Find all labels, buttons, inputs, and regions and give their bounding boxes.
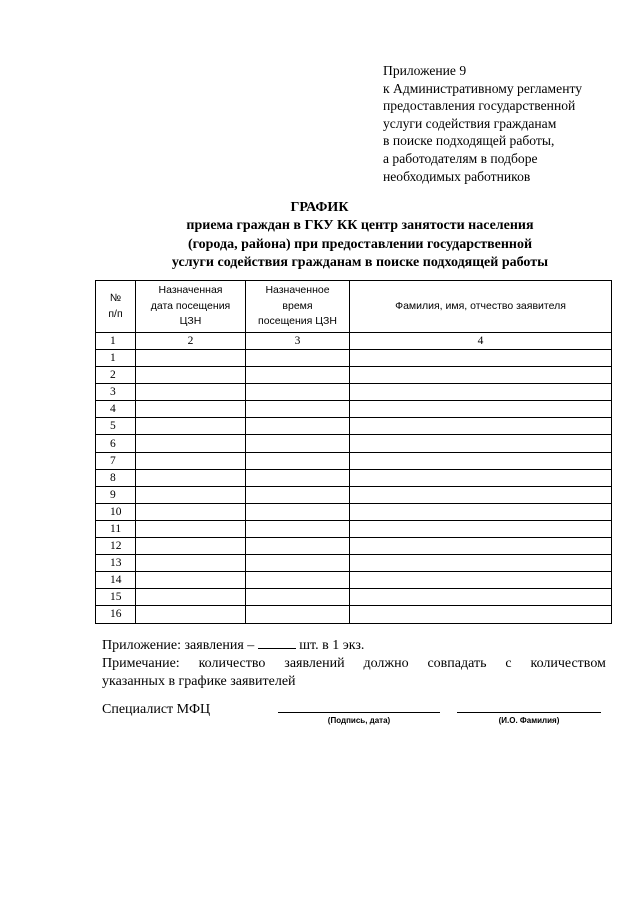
date-cell [136,469,246,486]
fullname-cell [350,350,612,367]
row-number-cell: 12 [96,538,136,555]
header-fullname [350,281,612,333]
appendix-line: в поиске подходящей работы, [383,133,555,149]
schedule-table [95,280,612,624]
appendix-line: предоставления государственной [383,98,576,114]
table-row [96,606,612,623]
date-cell [136,486,246,503]
header-line: дата посещения [150,299,231,312]
signature-line [278,712,440,713]
fullname-cell [350,555,612,572]
row-number-cell: 11 [96,520,136,537]
fullname-cell [350,384,612,401]
row-number-cell: 5 [96,418,136,435]
time-cell [246,452,350,469]
header-time [246,281,350,333]
header-line: № [109,292,122,304]
fullname-cell [350,503,612,520]
header-line: посещения ЦЗН [258,315,337,328]
time-cell [246,367,350,384]
date-cell [136,503,246,520]
date-cell [136,606,246,623]
table-row [96,435,612,452]
table-row [96,452,612,469]
subtitle-line: (города, района) при предоставлении государственной [187,236,533,252]
fullname-cell [350,520,612,537]
fullname-cell [350,452,612,469]
row-number-cell: 13 [96,555,136,572]
time-cell [246,350,350,367]
note-line-1 [102,655,606,673]
time-cell [246,572,350,589]
table-row [96,572,612,589]
table-row [96,538,612,555]
time-cell [246,606,350,623]
appendix-block [383,62,633,185]
time-cell [246,555,350,572]
date-cell [136,384,246,401]
table-row [96,384,612,401]
note-word: совпадать [427,656,487,671]
date-cell [136,350,246,367]
table-row [96,418,612,435]
header-line: ЦЗН [179,315,202,328]
name-line [457,712,601,713]
date-cell [136,538,246,555]
date-cell [136,520,246,537]
header-date [136,281,246,333]
fullname-cell [350,538,612,555]
time-cell [246,538,350,555]
date-cell [136,589,246,606]
time-cell [246,401,350,418]
date-cell [136,367,246,384]
row-number-cell: 15 [96,589,136,606]
table-row [96,367,612,384]
row-number-cell: 3 [96,384,136,401]
table-row [96,350,612,367]
fullname-cell [350,589,612,606]
column-number: 2 [136,333,246,350]
date-cell [136,435,246,452]
name-caption: (И.О. Фамилия) [498,716,560,725]
date-cell [136,418,246,435]
time-cell [246,418,350,435]
row-number-cell: 4 [96,401,136,418]
column-number: 1 [96,333,136,350]
fullname-cell [350,572,612,589]
date-cell [136,401,246,418]
fullname-cell [350,367,612,384]
header-line: Назначенное [265,284,330,297]
row-number-cell: 9 [96,486,136,503]
fullname-cell [350,606,612,623]
appendix-line: Приложение 9 [383,63,467,78]
attachment-prefix: Приложение: заявления – [102,638,255,653]
date-cell [136,555,246,572]
time-cell [246,520,350,537]
time-cell [246,469,350,486]
quantity-blank [258,636,296,649]
header-line: Назначенная [158,284,223,297]
time-cell [246,503,350,520]
row-number-cell: 14 [96,572,136,589]
appendix-line: к Административному регламенту [383,80,583,96]
column-number: 4 [350,333,612,350]
table-row [96,520,612,537]
subtitle-line: услуги содействия гражданам в поиске подходящей работы [171,255,549,270]
row-number-cell: 6 [96,435,136,452]
row-number-cell: 16 [96,606,136,623]
time-cell [246,486,350,503]
document-title: ГРАФИК [290,200,349,215]
note-word: с [505,656,512,671]
header-line: п/п [108,307,123,320]
attachment-line [102,636,364,654]
specialist-label: Специалист МФЦ [102,702,211,717]
row-number-cell: 1 [96,350,136,367]
table-row [96,503,612,520]
fullname-cell [350,469,612,486]
table-header-row [96,281,612,333]
row-number-cell: 10 [96,503,136,520]
document-subtitle [150,217,570,273]
appendix-line: услуги содействия гражданам [383,115,557,131]
table-row [96,469,612,486]
note-line-2: указанных в графике заявителей [102,673,296,689]
date-cell [136,452,246,469]
subtitle-line: приема граждан в ГКУ КК центр занятости населения [186,218,534,233]
time-cell [246,589,350,606]
signature-caption: (Подпись, дата) [327,716,391,725]
note-block [102,655,606,690]
fullname-cell [350,401,612,418]
time-cell [246,384,350,401]
table-row [96,555,612,572]
note-word: должно [363,656,409,671]
column-number-row [96,333,612,350]
column-number: 3 [246,333,350,350]
appendix-line: а работодателям в подборе [383,150,538,166]
table-row [96,486,612,503]
fullname-cell [350,435,612,452]
header-line: время [282,299,313,312]
header-number [96,281,136,333]
table-row [96,589,612,606]
note-word: количество [198,656,266,671]
row-number-cell: 8 [96,469,136,486]
fullname-cell [350,418,612,435]
appendix-line: необходимых работников [383,168,531,184]
row-number-cell: 7 [96,452,136,469]
table-row [96,401,612,418]
time-cell [246,435,350,452]
note-word: количеством [530,656,606,671]
header-line: Фамилия, имя, отчество заявителя [395,299,566,312]
row-number-cell: 2 [96,367,136,384]
note-word: заявлений [284,656,345,671]
fullname-cell [350,486,612,503]
attachment-suffix: шт. в 1 экз. [299,638,365,653]
date-cell [136,572,246,589]
note-word: Примечание: [102,656,180,671]
